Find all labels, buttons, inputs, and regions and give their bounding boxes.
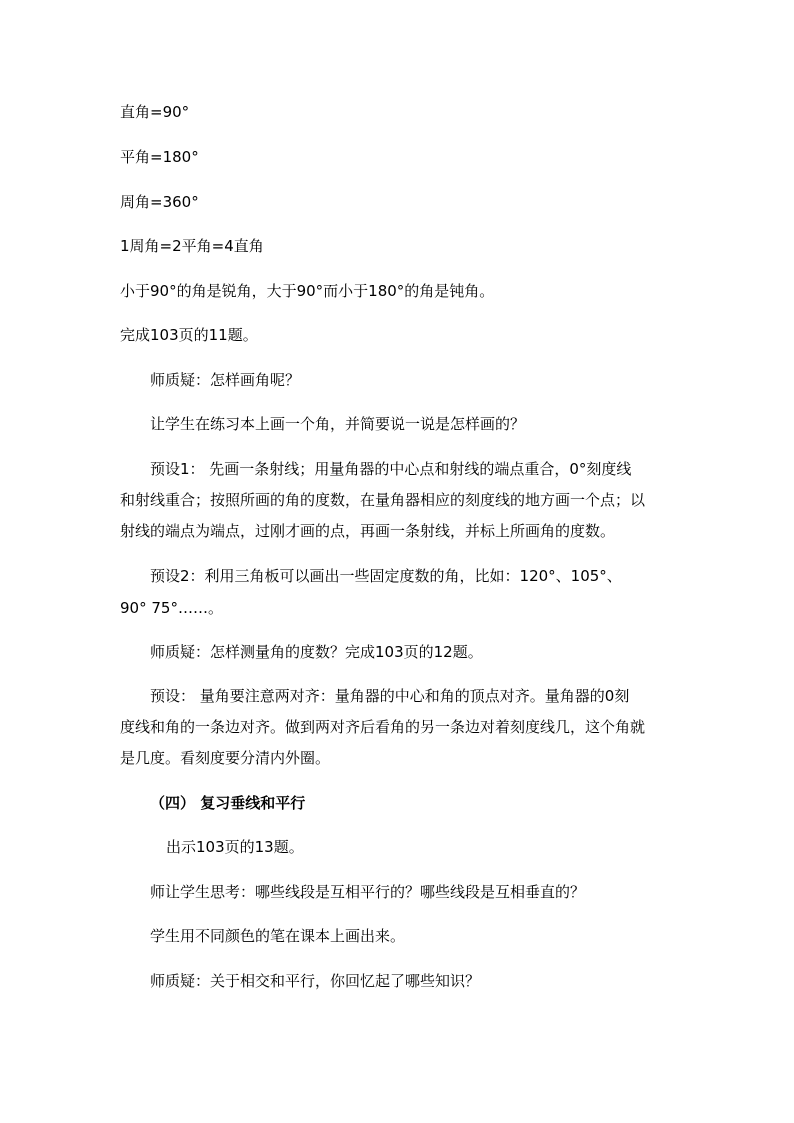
text-line-acute-obtuse: 小于90°的角是锐角，大于90°而小于180°的角是钝角。	[120, 282, 495, 300]
text-line-teacher-think: 师让学生思考：哪些线段是互相平行的？哪些线段是互相垂直的？	[150, 883, 586, 901]
text-line-teacher-question-recall: 师质疑：关于相交和平行，你回忆起了哪些知识？	[150, 972, 481, 990]
text-line-preset2-b: 90° 75°……。	[120, 599, 223, 617]
text-line-angle-relation: 1周角=2平角=4直角	[120, 237, 264, 255]
text-line-preset-measure-a: 预设： 量角要注意两对齐：量角器的中心和角的顶点对齐。量角器的0刻	[150, 687, 630, 705]
text-line-teacher-question-draw: 师质疑：怎样画角呢？	[150, 371, 301, 389]
text-line-straight-angle: 平角=180°	[120, 148, 199, 166]
text-line-preset1-b: 和射线重合；按照所画的角的度数，在量角器相应的刻度线的地方画一个点；以	[120, 491, 646, 509]
text-line-student-draw: 让学生在练习本上画一个角，并简要说一说是怎样画的？	[150, 415, 526, 433]
text-line-right-angle: 直角=90°	[120, 103, 190, 121]
text-line-preset-measure-c: 是几度。看刻度要分清内外圈。	[120, 749, 331, 767]
text-line-preset1-a: 预设1： 先画一条射线；用量角器的中心点和射线的端点重合，0°刻度线	[150, 460, 632, 478]
text-line-preset1-c: 射线的端点为端点，过刚才画的点，再画一条射线，并标上所画角的度数。	[120, 522, 616, 540]
section-heading-perpendicular-parallel: （四） 复习垂线和平行	[150, 794, 306, 812]
text-line-exercise-11: 完成103页的11题。	[120, 326, 258, 344]
text-line-preset-measure-b: 度线和角的一条边对齐。做到两对齐后看角的另一条边对着刻度线几，这个角就	[120, 718, 646, 736]
text-line-teacher-question-measure: 师质疑：怎样测量角的度数？完成103页的12题。	[150, 643, 483, 661]
text-line-preset2-a: 预设2：利用三角板可以画出一些固定度数的角，比如：120°、105°、	[150, 567, 622, 585]
text-line-student-color: 学生用不同颜色的笔在课本上画出来。	[150, 927, 406, 945]
text-line-full-angle: 周角=360°	[120, 193, 199, 211]
text-line-exercise-13: 出示103页的13题。	[166, 838, 304, 856]
